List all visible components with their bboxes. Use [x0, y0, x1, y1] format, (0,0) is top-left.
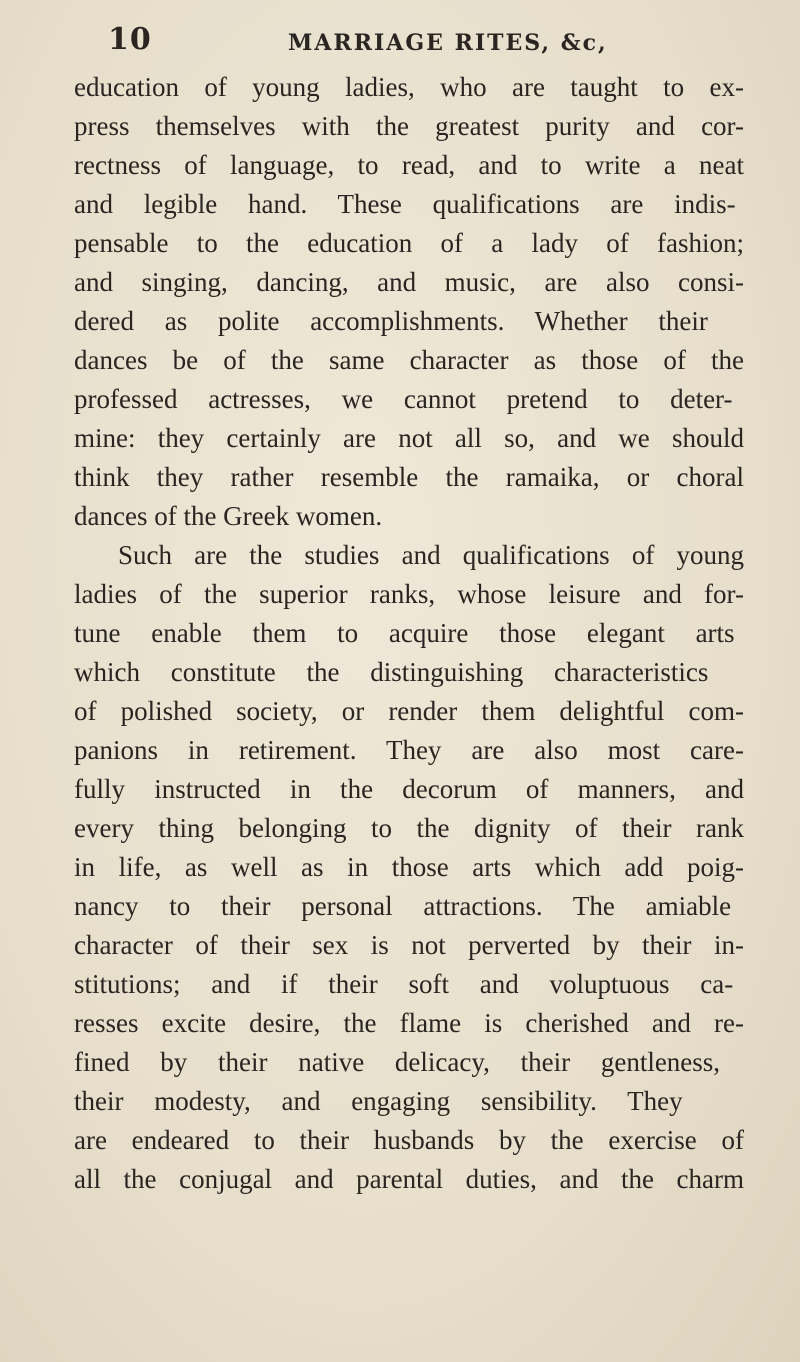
- text-line: and legible hand. These qualifications are indis-: [74, 189, 736, 219]
- text-line: of polished society, or render them delightful com-: [74, 696, 744, 726]
- text-line: Such are the studies and qualifications of young: [118, 540, 744, 570]
- text-line: nancy to their personal attractions. The amiable: [74, 891, 732, 921]
- running-title: MARRIAGE RITES, &c,: [288, 30, 608, 56]
- text-line: tune enable them to acquire those elegant arts: [74, 618, 735, 648]
- text-line: stitutions; and if their soft and voluptuous ca-: [74, 969, 734, 999]
- text-line: resses excite desire, the flame is cherished and re-: [74, 1008, 744, 1038]
- text-line: press themselves with the greatest purity and cor-: [74, 111, 744, 141]
- text-line: fully instructed in the decorum of manners, and: [74, 774, 744, 804]
- text-line: every thing belonging to the dignity of their rank: [74, 813, 744, 843]
- text-line: in life, as well as in those arts which add poig-: [74, 852, 744, 882]
- text-line: all the conjugal and parental duties, and the charm: [74, 1164, 744, 1194]
- text-line: dances of the Greek women.: [74, 501, 383, 531]
- text-line: character of their sex is not perverted by their in-: [74, 930, 744, 960]
- text-line: fined by their native delicacy, their gentleness,: [74, 1047, 721, 1077]
- text-line: mine: they certainly are not all so, and we should: [74, 423, 744, 453]
- text-line: which constitute the distinguishing characteristics: [74, 657, 709, 687]
- text-line: dered as polite accomplishments. Whether their: [74, 306, 708, 336]
- text-line: pensable to the education of a lady of fashion;: [74, 228, 744, 258]
- text-line: panions in retirement. They are also most care-: [74, 735, 744, 765]
- text-line: rectness of language, to read, and to write a neat: [74, 150, 744, 180]
- text-line: education of young ladies, who are taught to ex-: [74, 72, 744, 102]
- text-line: are endeared to their husbands by the exercise of: [74, 1125, 744, 1155]
- text-line: their modesty, and engaging sensibility. They: [74, 1086, 683, 1116]
- text-line: and singing, dancing, and music, are also consi-: [74, 267, 744, 297]
- page-number: 10: [108, 22, 152, 57]
- text-line: professed actresses, we cannot pretend to deter-: [74, 384, 733, 414]
- text-line: ladies of the superior ranks, whose leisure and for-: [74, 579, 744, 609]
- text-line: think they rather resemble the ramaika, or choral: [74, 462, 744, 492]
- page-header: [108, 22, 748, 62]
- text-line: dances be of the same character as those of the: [74, 345, 744, 375]
